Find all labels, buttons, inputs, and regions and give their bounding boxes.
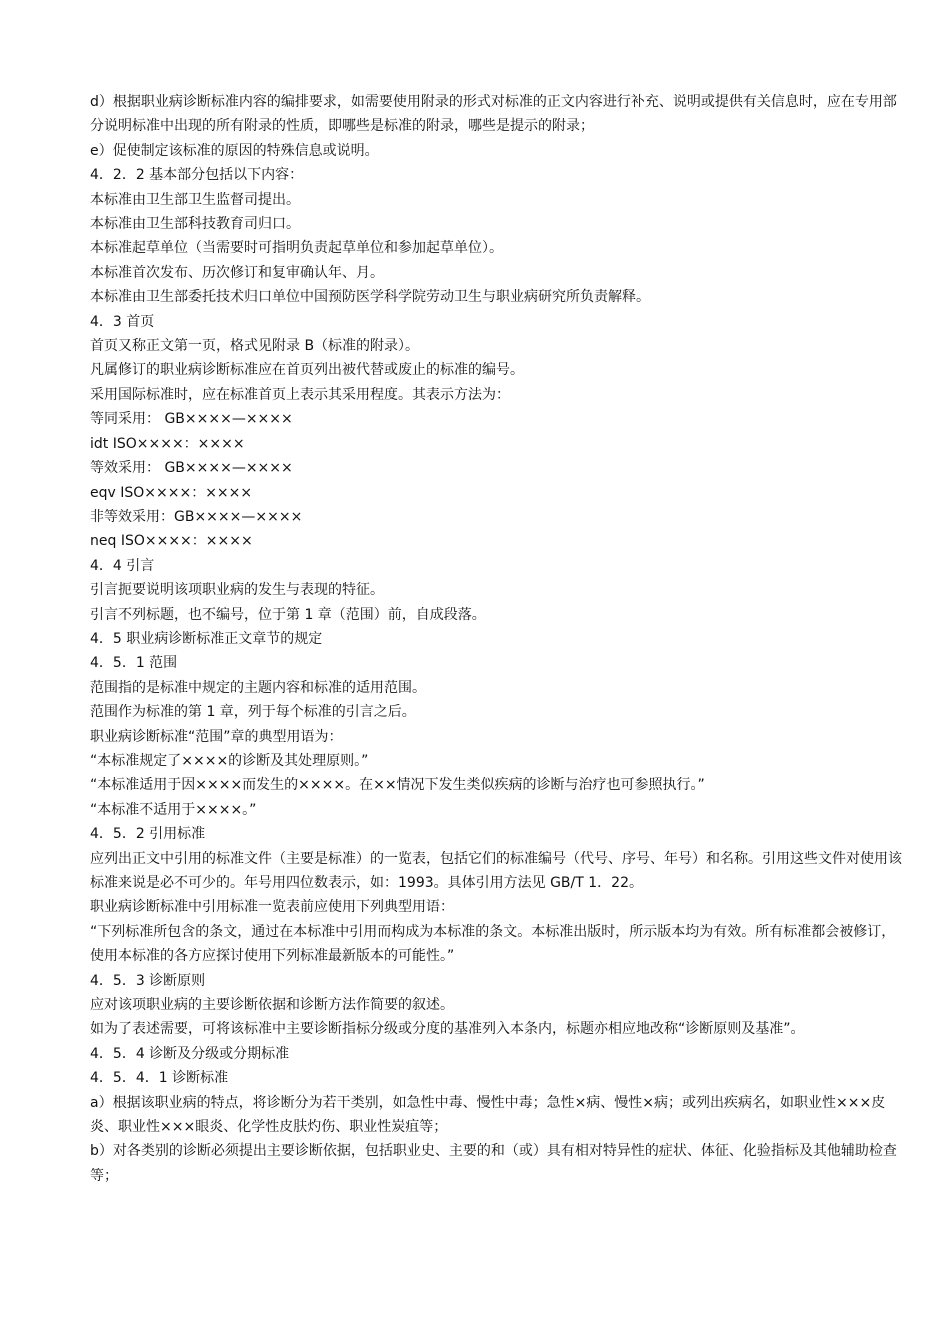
section-heading: 4．5．2 引用标准 bbox=[90, 826, 206, 843]
text-line: b）对各类别的诊断必须提出主要诊断依据，包括职业史、主要的和（或）具有相对特异性的症状、体征、化验指标及其他辅助检查等； bbox=[90, 1143, 897, 1184]
section-heading: 4．4 引言 bbox=[90, 557, 155, 574]
text-line: 等同采用： GB××××—×××× bbox=[90, 411, 293, 428]
text-line: 首页又称正文第一页，格式见附录 B（标准的附录）。 bbox=[90, 338, 420, 355]
text-line: “本标准不适用于××××。” bbox=[90, 801, 257, 818]
text-line: d）根据职业病诊断标准内容的编排要求，如需要使用附录的形式对标准的正文内容进行补充、说明或提供有关信息时，应在专用部分说明标准中出现的所有附录的性质，即哪些是标准的附录，哪些是提示的附录； bbox=[90, 94, 897, 135]
text-line: 本标准首次发布、历次修订和复审确认年、月。 bbox=[90, 264, 384, 281]
text-line: 应列出正文中引用的标准文件（主要是标准）的一览表，包括它们的标准编号（代号、序号、年号）和名称。引用这些文件对使用该标准来说是必不可少的。年号用四位数表示，如：1993。具体引用方法见 GB/T 1．22。 bbox=[90, 850, 902, 891]
text-line: 等效采用： GB××××—×××× bbox=[90, 460, 293, 477]
text-line: a）根据该职业病的特点，将诊断分为若干类别，如急性中毒、慢性中毒；急性×病、慢性×病；或列出疾病名，如职业性×××皮炎、职业性×××眼炎、化学性皮肤灼伤、职业性炭疽等； bbox=[90, 1094, 886, 1136]
document-page bbox=[90, 90, 908, 1188]
text-line: 本标准由卫生部卫生监督司提出。 bbox=[90, 191, 300, 208]
section-heading: 4．2．2 基本部分包括以下内容： bbox=[90, 167, 304, 184]
section-heading: 4．5．4．1 诊断标准 bbox=[90, 1070, 229, 1087]
section-heading: 4．3 首页 bbox=[90, 313, 155, 330]
section-heading: 4．5．1 范围 bbox=[90, 655, 178, 672]
text-line: 范围指的是标准中规定的主题内容和标准的适用范围。 bbox=[90, 679, 426, 696]
text-line: “本标准规定了××××的诊断及其处理原则。” bbox=[90, 752, 369, 769]
section-heading: 4．5 职业病诊断标准正文章节的规定 bbox=[90, 630, 323, 647]
text-line: idt ISO××××：×××× bbox=[90, 435, 245, 452]
text-line: “下列标准所包含的条文，通过在本标准中引用而构成为本标准的条文。本标准出版时，所示版本均为有效。所有标准都会被修订，使用本标准的各方应探讨使用下列标准最新版本的可能性。” bbox=[90, 923, 896, 965]
text-line: “本标准适用于因××××而发生的××××。在××情况下发生类似疾病的诊断与治疗也可参照执行。” bbox=[90, 777, 705, 794]
text-line: 本标准由卫生部委托技术归口单位中国预防医学科学院劳动卫生与职业病研究所负责解释。 bbox=[90, 289, 650, 306]
text-line: eqv ISO××××：×××× bbox=[90, 484, 253, 501]
section-heading: 4．5．3 诊断原则 bbox=[90, 972, 206, 989]
text-line: 范围作为标准的第 1 章，列于每个标准的引言之后。 bbox=[90, 704, 416, 721]
text-line: 引言扼要说明该项职业病的发生与表现的特征。 bbox=[90, 582, 384, 599]
text-line: 本标准起草单位（当需要时可指明负责起草单位和参加起草单位）。 bbox=[90, 240, 503, 257]
text-line: 职业病诊断标准中引用标准一览表前应使用下列典型用语： bbox=[90, 899, 454, 916]
text-line: 引言不列标题，也不编号，位于第 1 章（范围）前，自成段落。 bbox=[90, 606, 486, 623]
text-line: 职业病诊断标准“范围”章的典型用语为： bbox=[90, 728, 343, 745]
text-line: 如为了表述需要，可将该标准中主要诊断指标分级或分度的基准列入本条内，标题亦相应地改称“诊断原则及基准”。 bbox=[90, 1021, 805, 1038]
text-line: neq ISO××××：×××× bbox=[90, 533, 253, 550]
text-line: 本标准由卫生部科技教育司归口。 bbox=[90, 216, 300, 233]
text-line: e）促使制定该标准的原因的特殊信息或说明。 bbox=[90, 142, 379, 159]
text-line: 应对该项职业病的主要诊断依据和诊断方法作简要的叙述。 bbox=[90, 997, 454, 1014]
section-heading: 4．5．4 诊断及分级或分期标准 bbox=[90, 1045, 290, 1062]
text-line: 非等效采用：GB××××—×××× bbox=[90, 508, 303, 525]
text-line: 凡属修订的职业病诊断标准应在首页列出被代替或废止的标准的编号。 bbox=[90, 362, 524, 379]
text-line: 采用国际标准时，应在标准首页上表示其采用程度。其表示方法为： bbox=[90, 386, 510, 403]
